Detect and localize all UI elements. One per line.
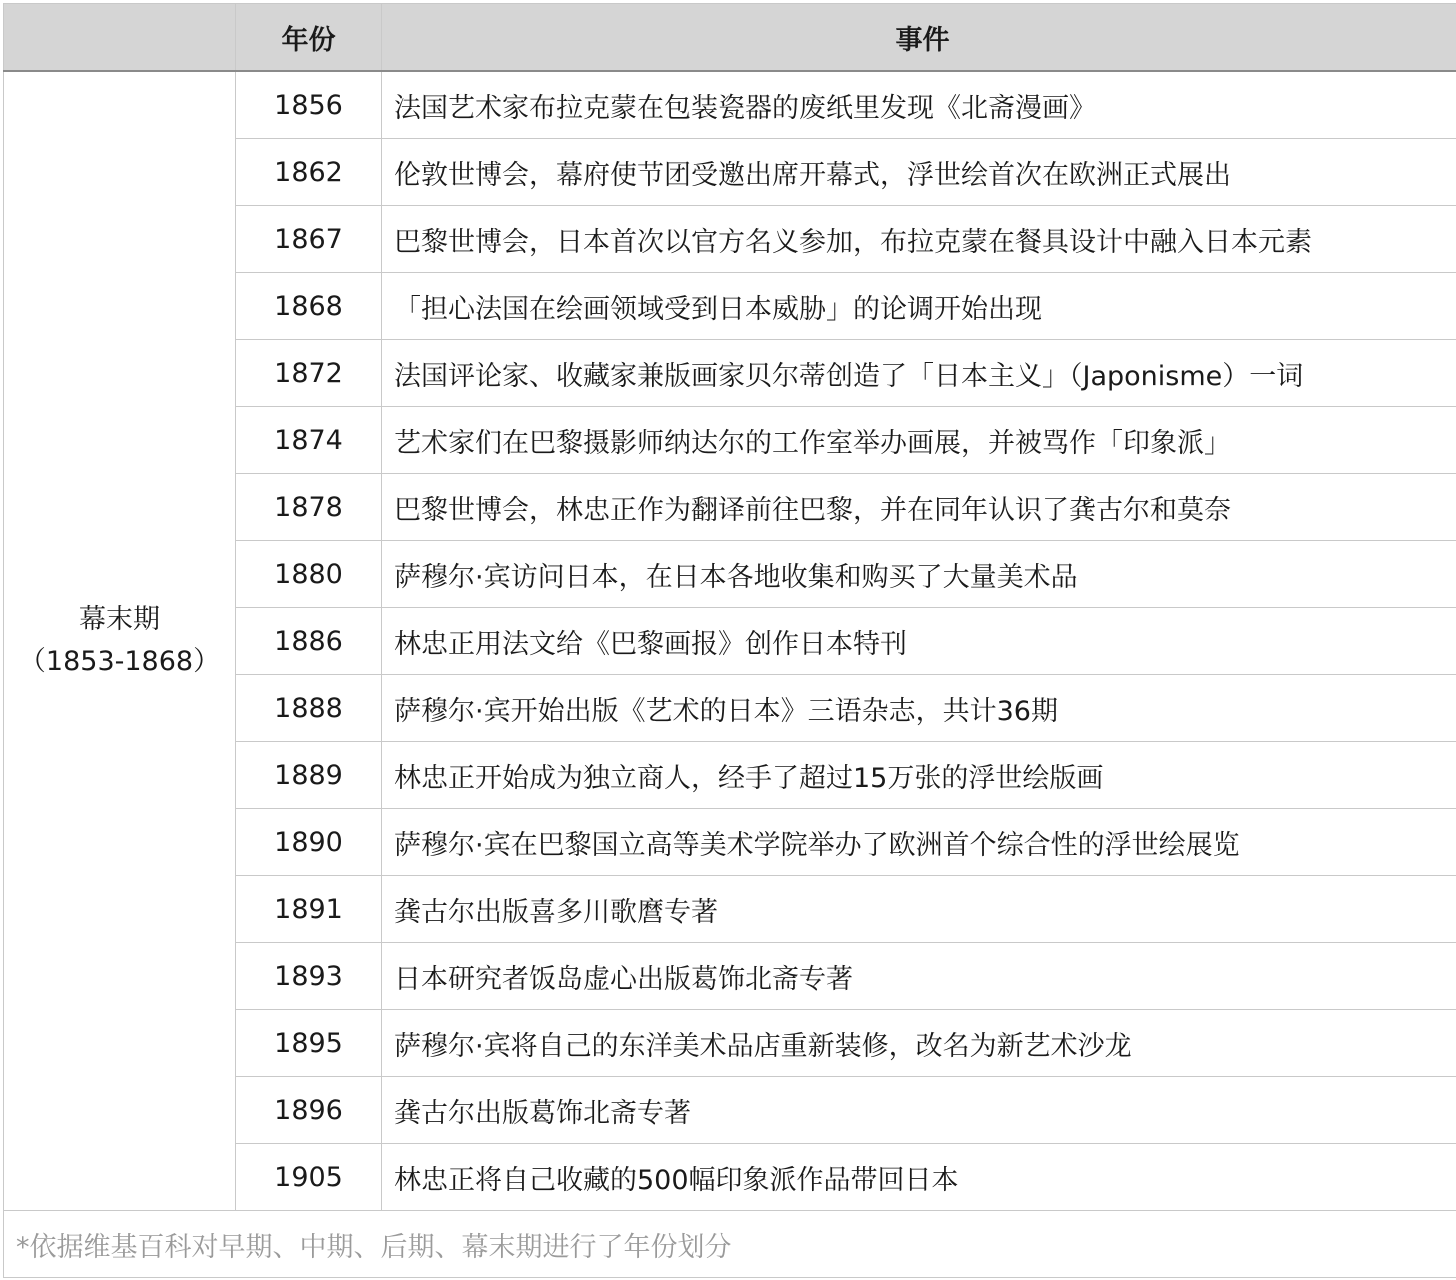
event-cell[interactable]: 伦敦世博会，幕府使节团受邀出席开幕式，浮世绘首次在欧洲正式展出: [382, 139, 1456, 206]
event-cell[interactable]: 法国评论家、收藏家兼版画家贝尔蒂创造了「日本主义」（Japonisme）一词: [382, 340, 1456, 407]
period-name: 幕末期: [79, 604, 160, 635]
table-body: [4, 71, 1456, 1278]
event-cell[interactable]: 萨穆尔·宾开始出版《艺术的日本》三语杂志，共计36期: [382, 675, 1456, 742]
year-cell[interactable]: 1867: [236, 206, 382, 273]
year-cell[interactable]: 1896: [236, 1077, 382, 1144]
header-event[interactable]: 事件: [382, 4, 1456, 72]
year-cell[interactable]: 1905: [236, 1144, 382, 1211]
year-cell[interactable]: 1874: [236, 407, 382, 474]
header-period[interactable]: [4, 4, 236, 72]
year-cell[interactable]: 1890: [236, 809, 382, 876]
event-cell[interactable]: 日本研究者饭岛虚心出版葛饰北斋专著: [382, 943, 1456, 1010]
year-cell[interactable]: 1872: [236, 340, 382, 407]
year-cell[interactable]: 1895: [236, 1010, 382, 1077]
event-cell[interactable]: 萨穆尔·宾将自己的东洋美术品店重新装修，改名为新艺术沙龙: [382, 1010, 1456, 1077]
event-cell[interactable]: 艺术家们在巴黎摄影师纳达尔的工作室举办画展，并被骂作「印象派」: [382, 407, 1456, 474]
year-cell[interactable]: 1880: [236, 541, 382, 608]
year-cell[interactable]: 1889: [236, 742, 382, 809]
event-cell[interactable]: 林忠正用法文给《巴黎画报》创作日本特刊: [382, 608, 1456, 675]
year-cell[interactable]: 1893: [236, 943, 382, 1010]
year-cell[interactable]: 1886: [236, 608, 382, 675]
header-row: [4, 4, 1456, 72]
footnote-row: [4, 1211, 1456, 1278]
year-cell[interactable]: 1868: [236, 273, 382, 340]
event-cell[interactable]: 巴黎世博会，林忠正作为翻译前往巴黎，并在同年认识了龚古尔和莫奈: [382, 474, 1456, 541]
table-row: [4, 71, 1456, 139]
year-cell[interactable]: 1856: [236, 71, 382, 139]
period-cell[interactable]: [4, 71, 236, 1211]
event-cell[interactable]: 巴黎世博会，日本首次以官方名义参加，布拉克蒙在餐具设计中融入日本元素: [382, 206, 1456, 273]
header-year[interactable]: 年份: [236, 4, 382, 72]
event-cell[interactable]: 林忠正将自己收藏的500幅印象派作品带回日本: [382, 1144, 1456, 1211]
event-cell[interactable]: 龚古尔出版葛饰北斋专著: [382, 1077, 1456, 1144]
footnote: *依据维基百科对早期、中期、后期、幕末期进行了年份划分: [4, 1211, 1456, 1278]
event-cell[interactable]: 萨穆尔·宾在巴黎国立高等美术学院举办了欧洲首个综合性的浮世绘展览: [382, 809, 1456, 876]
year-cell[interactable]: 1862: [236, 139, 382, 206]
event-cell[interactable]: 林忠正开始成为独立商人，经手了超过15万张的浮世绘版画: [382, 742, 1456, 809]
event-cell[interactable]: 「担心法国在绘画领域受到日本威胁」的论调开始出现: [382, 273, 1456, 340]
event-cell[interactable]: 法国艺术家布拉克蒙在包装瓷器的废纸里发现《北斋漫画》: [382, 71, 1456, 139]
timeline-table: [3, 3, 1456, 1278]
period-range: （1853-1868）: [18, 646, 221, 677]
year-cell[interactable]: 1888: [236, 675, 382, 742]
year-cell[interactable]: 1891: [236, 876, 382, 943]
event-cell[interactable]: 萨穆尔·宾访问日本，在日本各地收集和购买了大量美术品: [382, 541, 1456, 608]
year-cell[interactable]: 1878: [236, 474, 382, 541]
event-cell[interactable]: 龚古尔出版喜多川歌麿专著: [382, 876, 1456, 943]
